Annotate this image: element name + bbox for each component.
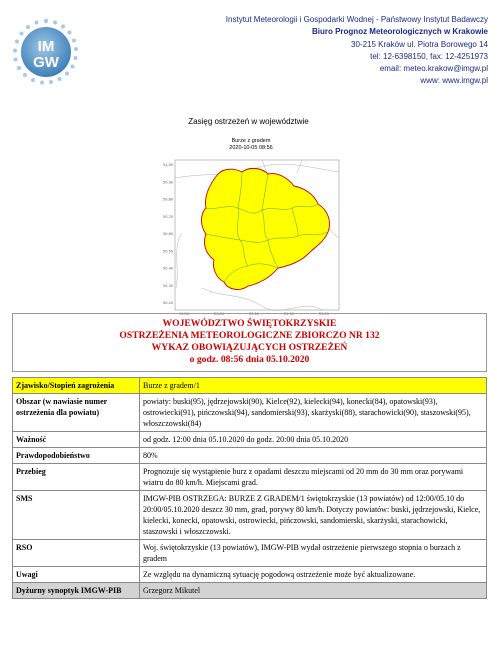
row-label: Zjawisko/Stopień zagrożenia [13, 378, 140, 394]
row-label: RSO [13, 540, 140, 567]
row-value: powiaty: buski(95), jędrzejowski(90), Kielce(92), kielecki(94), konecki(84), opatowski(93), ostrowiecki(91), pińczowski(94), sandomierski(93), skarżyski(88), starachowicki(90), staszowski(95), włoszczowski(84) [140, 394, 487, 432]
map-y-tick-label: 50.80 [163, 197, 174, 202]
row-value: IMGW-PIB OSTRZEGA: BURZE Z GRADEM/1 świętokrzyskie (13 powiatów) od 12:00/05.10 do 20:00/05.10.2020 deszcz 30 mm, grad, porywy 80 km/h. Dotyczy powiatów: buski, jędrzejowski, Kielce, kielecki, konecki, opatowski, ostrowiecki, pińczowski, sandomierski, skarżyski, starachowicki, staszowski i włoszczowski. [140, 491, 487, 540]
table-row-remarks [13, 567, 487, 583]
institute-info [226, 14, 488, 88]
table-row-area [13, 394, 487, 432]
row-label: Ważność [13, 432, 140, 448]
row-value: Prognozuje się wystąpienie burz z opadami deszczu miejscami od 20 mm do 30 mm oraz porywami wiatru do 80 km/h. Miejscami grad. [140, 464, 487, 491]
phone-fax: tel: 12-6398150, fax: 12-4251973 [370, 51, 488, 61]
row-value: Ze względu na dynamiczną sytuację pogodową ostrzeżenie może być aktualizowane. [140, 567, 487, 583]
institute-name: Instytut Meteorologii i Gospodarki Wodnej - Państwowy Instytut Badawczy [225, 15, 488, 24]
row-label: Przebieg [13, 464, 140, 491]
svg-text:GW: GW [33, 54, 59, 71]
bulletin-time: o godz. 08:56 dnia 05.10.2020 [189, 354, 310, 365]
address: 30-215 Kraków ul. Piotra Borowego 14 [351, 39, 488, 49]
map-y-tick-label: 50.30 [163, 283, 174, 288]
email-link[interactable]: email: meteo.krakow@imgw.pl [379, 64, 488, 74]
map-title: Burze z gradem 2020-10-05 08:56 [229, 138, 273, 151]
row-value: Burze z gradem/1 [140, 378, 487, 394]
map-canvas [162, 138, 340, 318]
map-x-tick-label: 20.50 [248, 312, 260, 316]
website-link[interactable]: www: www.imgw.pl [420, 76, 488, 86]
map-y-tick-label: 51.00 [163, 163, 174, 167]
table-row-probability [13, 448, 487, 464]
map-y-tick-label: 50.50 [163, 249, 174, 254]
bulletin-number: OSTRZEŻENIA METEOROLOGICZNE ZBIORCZO NR 132 [119, 330, 380, 341]
warning-details-table [12, 377, 487, 599]
imgw-logo-icon [12, 18, 80, 86]
warning-header-box [12, 313, 487, 372]
row-label: Dyżurny synoptyk IMGW-PIB [13, 583, 140, 599]
row-value: Woj. świętokrzyskie (13 powiatów), IMGW-PIB wydał ostrzeżenie pierwszego stopnia o burzach z gradem [140, 540, 487, 567]
map-x-tick-label: 21.00 [283, 312, 295, 316]
bulletin-subtitle: WYKAZ OBOWIĄZUJĄCYCH OSTRZEŻEŃ [151, 342, 348, 353]
map-y-tick-label: 50.90 [163, 180, 174, 185]
table-row-course [13, 464, 487, 491]
map-x-tick-label: 21.50 [318, 312, 330, 316]
svg-text:IM: IM [37, 38, 55, 55]
table-row-validity [13, 432, 487, 448]
voivodeship-title: WOJEWÓDZTWO ŚWIĘTOKRZYSKIE [162, 318, 337, 329]
table-row-sms [13, 491, 487, 540]
row-label: Prawdopodobieństwo [13, 448, 140, 464]
letterhead [0, 0, 497, 100]
table-row-forecaster [13, 583, 487, 599]
row-label: Uwagi [13, 567, 140, 583]
map-y-tick-label: 50.60 [163, 232, 174, 236]
map-x-tick-label: 20.00 [213, 312, 225, 316]
table-row-rso [13, 540, 487, 567]
map-x-tick-label: 19.50 [178, 312, 190, 316]
map-y-tick-label: 50.20 [163, 301, 174, 305]
warning-map [162, 138, 340, 318]
row-label: Obszar (w nawiasie numer ostrzeżenia dla powiatu) [13, 394, 140, 432]
row-value: 80% [140, 448, 487, 464]
map-y-tick-label: 50.70 [163, 214, 174, 219]
row-value: od godz. 12:00 dnia 05.10.2020 do godz. 20:00 dnia 05.10.2020 [140, 432, 487, 448]
map-y-tick-label: 50.40 [163, 266, 174, 271]
section-title: Zasięg ostrzeżeń w województwie [188, 117, 309, 126]
warning-heading [13, 314, 486, 371]
department-name: Biuro Prognoz Meteorologicznych w Krakowie [311, 27, 488, 37]
table-row-phenomenon [13, 378, 487, 394]
row-label: SMS [13, 491, 140, 540]
row-value: Grzegorz Mikutel [140, 583, 487, 599]
